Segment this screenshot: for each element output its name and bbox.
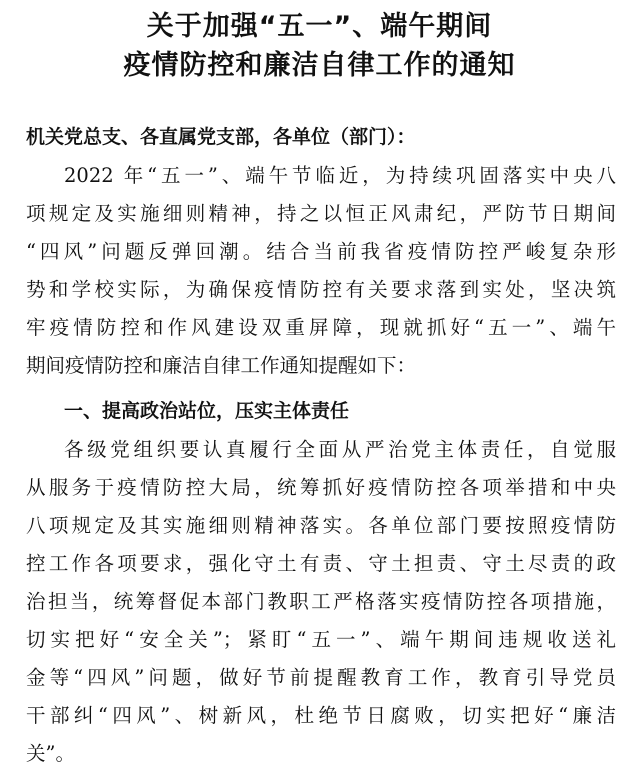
paragraph2-line: 治担当，统筹督促本部门教职工严格落实疫情防控各项措施， (26, 590, 616, 613)
paragraph1-line: 势和学校实际，为确保疫情防控有关要求落到实处，坚决筑 (26, 278, 616, 301)
paragraph2-line: 金等“四风”问题，做好节前提醒教育工作，教育引导党员 (26, 666, 616, 689)
document-title-line1: 关于加强“五一”、端午期间 (146, 11, 493, 42)
section1-heading: 一、提高政治站位，压实主体责任 (64, 400, 350, 422)
paragraph2-line: 从服务于疫情防控大局，统筹抓好疫情防控各项举措和中央 (26, 476, 616, 499)
document-title-line2: 疫情防控和廉洁自律工作的通知 (123, 50, 516, 81)
paragraph2-line: 干部纠“四风”、树新风，杜绝节日腐败，切实把好“廉洁 (26, 704, 616, 727)
paragraph2-line: 关”。 (26, 742, 75, 765)
paragraph2-line: 控工作各项要求，强化守土有责、守土担责、守土尽责的政 (26, 552, 616, 575)
paragraph1-line: 2022 年“五一”、端午节临近，为持续巩固落实中央八 (64, 164, 616, 187)
paragraph2-line: 切实把好“安全关”；紧盯“五一”、端午期间违规收送礼 (26, 628, 616, 651)
paragraph1-line: 期间疫情防控和廉洁自律工作通知提醒如下： (26, 354, 417, 377)
paragraph1-line: 牢疫情防控和作风建设双重屏障，现就抓好“五一”、端午 (26, 316, 616, 339)
paragraph1-line: 项规定及实施细则精神，持之以恒正风肃纪，严防节日期间 (26, 202, 616, 225)
paragraph2-line: 各级党组织要认真履行全面从严治党主体责任，自觉服 (64, 438, 616, 461)
paragraph1-line: “四风”问题反弹回潮。结合当前我省疫情防控严峻复杂形 (26, 240, 616, 263)
greeting: 机关党总支、各直属党支部，各单位（部门）： (26, 126, 416, 148)
paragraph2-line: 八项规定及其实施细则精神落实。各单位部门要按照疫情防 (26, 514, 616, 537)
